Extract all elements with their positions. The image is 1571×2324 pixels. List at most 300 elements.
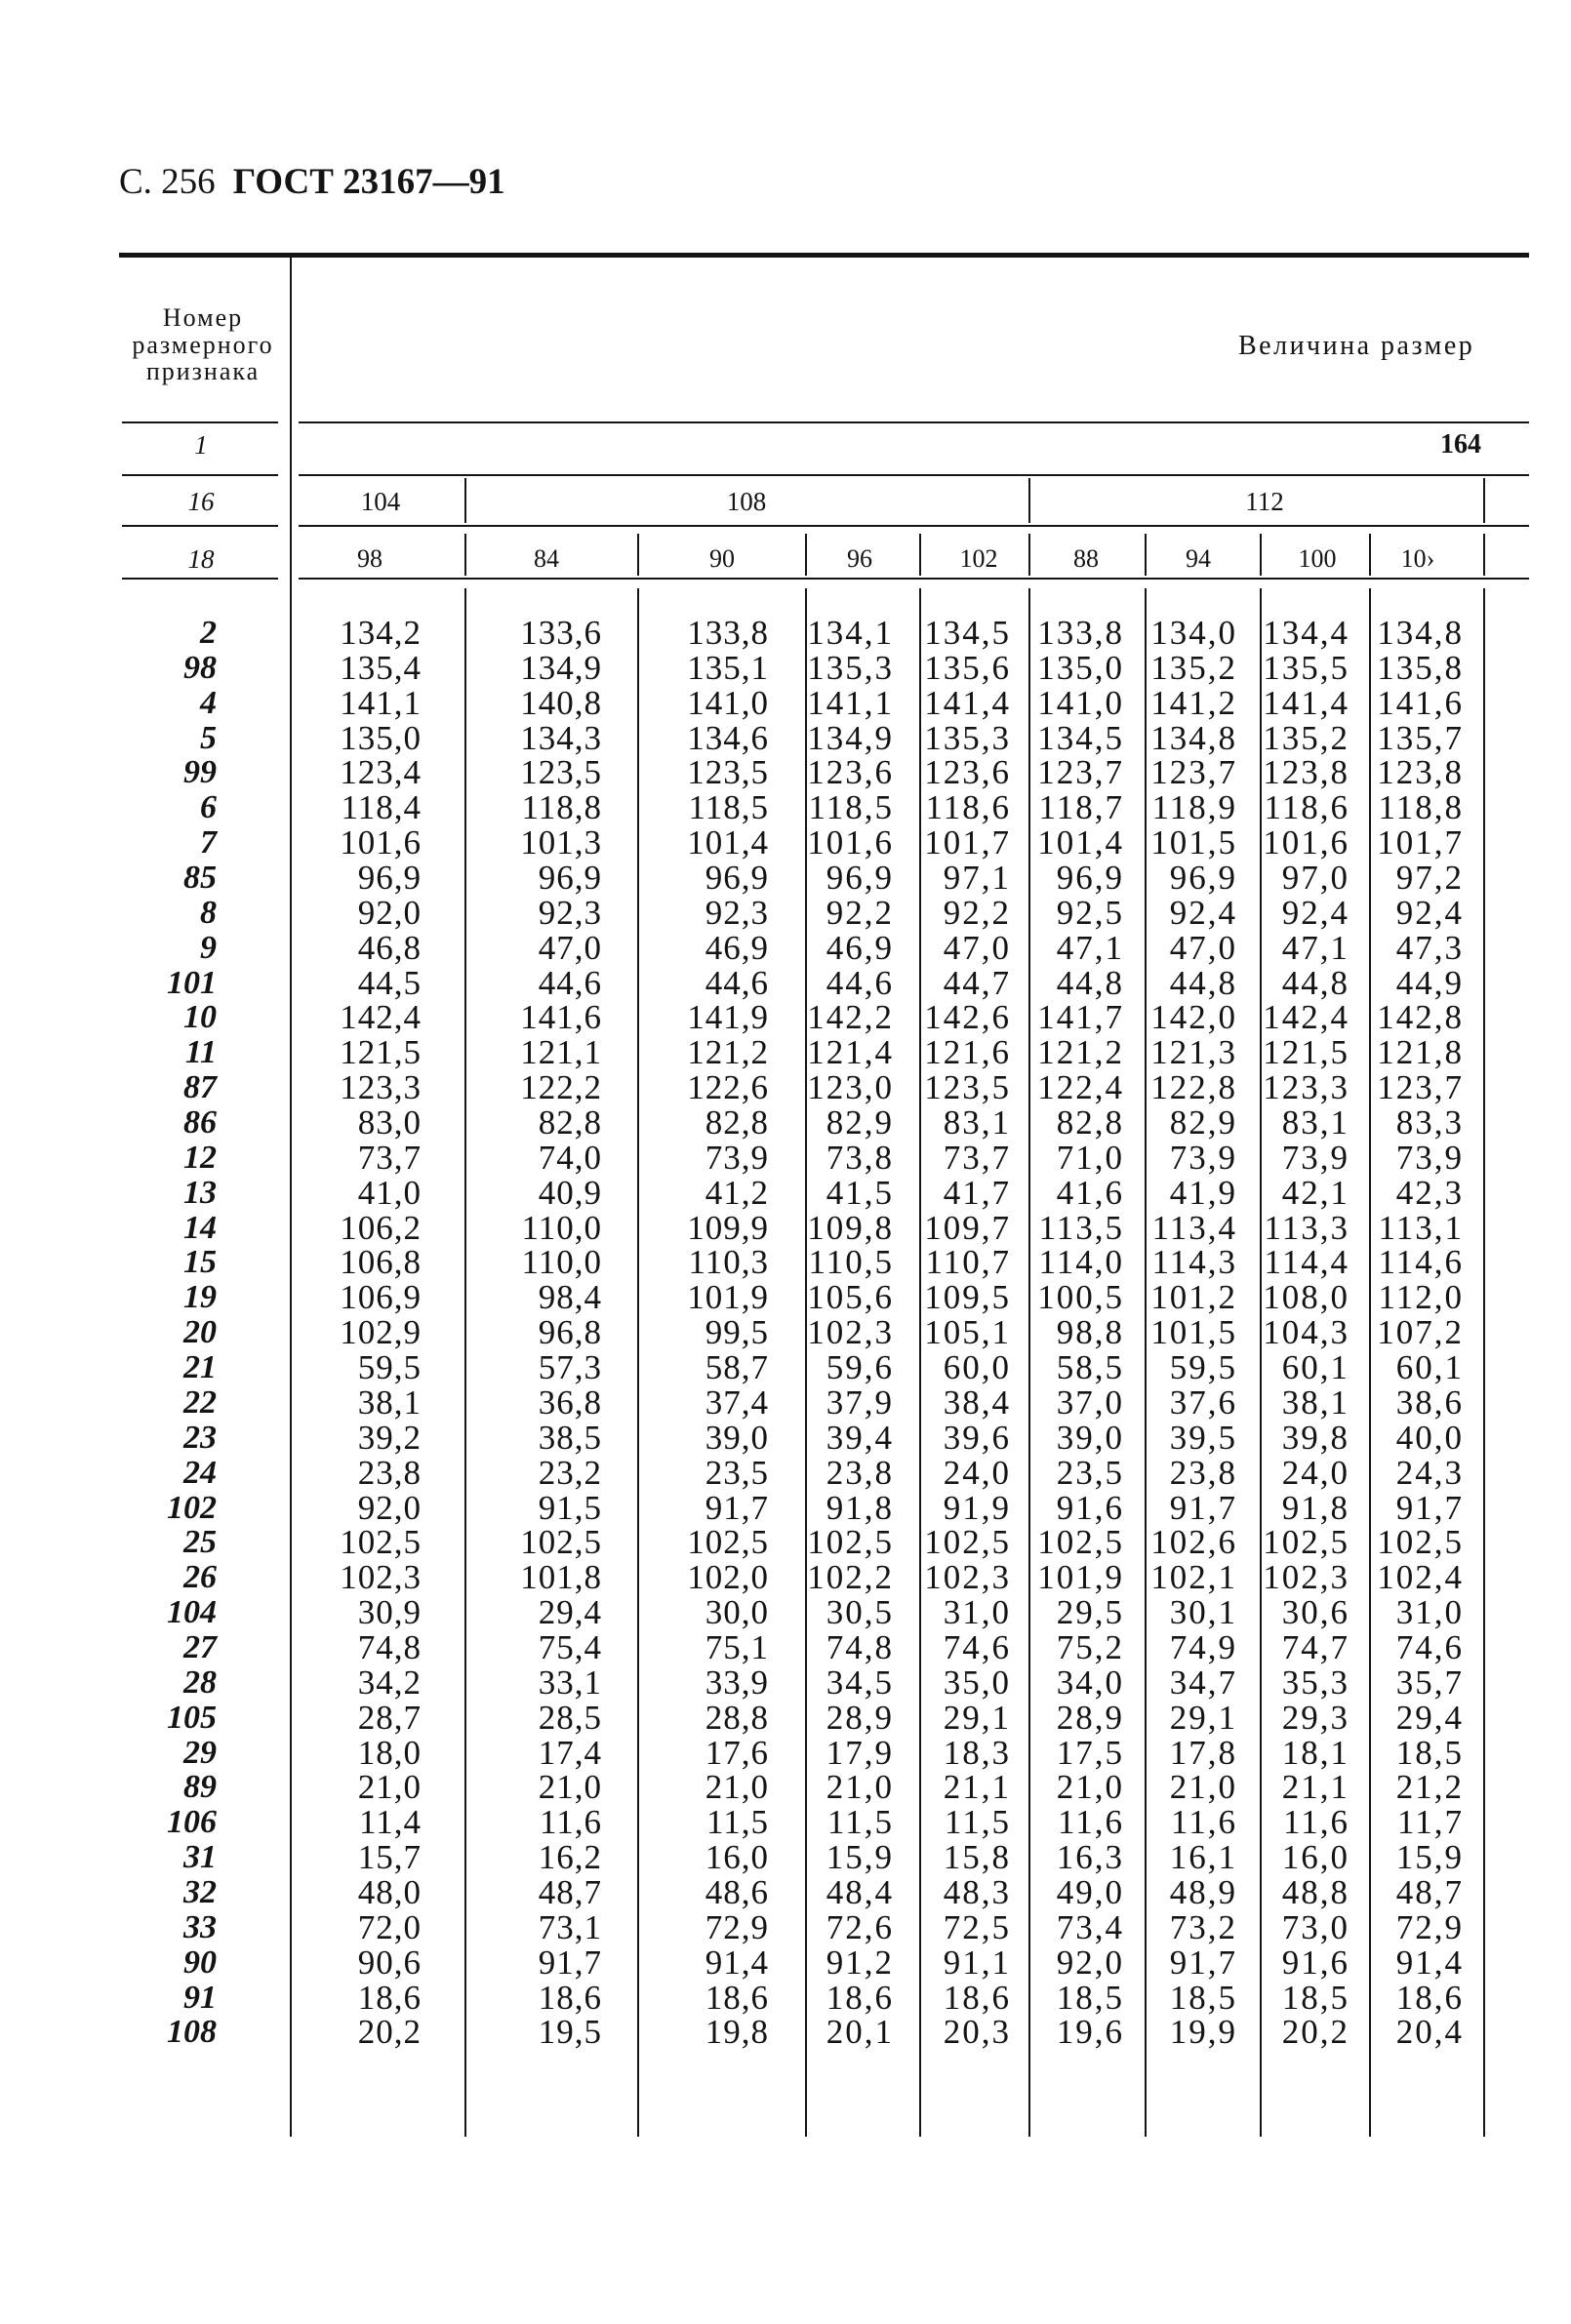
cell-value: 23,8: [826, 1454, 894, 1492]
cell-value: 118,7: [1038, 788, 1124, 826]
cell-value: 74,6: [1395, 1628, 1464, 1666]
feature-number: 101: [167, 965, 217, 1001]
cell-value: 91,8: [1281, 1489, 1349, 1527]
feature-number: 104: [167, 1594, 217, 1630]
cell-value: 122,2: [520, 1068, 602, 1106]
cell-value: 47,0: [943, 929, 1011, 967]
cell-value: 102,2: [807, 1558, 894, 1596]
cell-value: 15,8: [943, 1838, 1011, 1876]
cell-value: 134,5: [924, 614, 1011, 652]
feature-number: 6: [200, 789, 217, 825]
row-1-rule-left: [122, 474, 278, 476]
cell-value: 123,5: [924, 1068, 1011, 1106]
cell-value: 134,8: [1150, 719, 1237, 757]
cell-value: 11,6: [540, 1803, 602, 1841]
cell-value: 92,0: [357, 894, 422, 932]
cell-value: 121,2: [687, 1033, 769, 1071]
feature-number: 108: [167, 2014, 217, 2050]
cell-value: 18,1: [1281, 1734, 1349, 1772]
group-divider-1: [1028, 478, 1030, 523]
cell-value: 42,1: [1281, 1174, 1349, 1212]
cell-value: 44,8: [1169, 964, 1237, 1002]
cell-value: 102,3: [924, 1558, 1011, 1596]
cell-value: 29,5: [1056, 1593, 1124, 1631]
column-header-5: 88: [1073, 544, 1099, 573]
cell-value: 73,9: [1395, 1139, 1464, 1177]
cell-value: 38,1: [357, 1383, 422, 1422]
table-row: [0, 1068, 1571, 1106]
cell-value: 133,8: [1037, 614, 1124, 652]
cell-value: 141,2: [1150, 684, 1237, 722]
cell-value: 123,6: [807, 753, 894, 791]
table-row: [0, 1628, 1571, 1666]
column-header-divider-4: [1028, 534, 1030, 576]
cell-value: 41,5: [826, 1174, 894, 1212]
table-row: [0, 1768, 1571, 1806]
feature-number: 32: [183, 1874, 217, 1910]
column-header-0: 98: [357, 544, 383, 573]
cell-value: 113,1: [1378, 1209, 1464, 1247]
cell-value: 46,8: [357, 929, 422, 967]
row-1-rule-right: [299, 474, 1529, 476]
column-header-divider-8: [1483, 534, 1485, 576]
cell-value: 72,9: [1395, 1908, 1464, 1946]
cell-value: 74,7: [1281, 1628, 1349, 1666]
table-row: [0, 1383, 1571, 1422]
cell-value: 83,3: [1395, 1103, 1464, 1142]
cell-value: 34,7: [1169, 1663, 1237, 1702]
cell-value: 41,2: [705, 1174, 769, 1212]
table-row: [0, 1663, 1571, 1702]
cell-value: 18,6: [357, 1979, 422, 2017]
cell-value: 39,4: [826, 1419, 894, 1457]
cell-value: 16,0: [1281, 1838, 1349, 1876]
cell-value: 21,0: [826, 1768, 894, 1806]
cell-value: 91,9: [943, 1489, 1011, 1527]
cell-value: 92,3: [705, 894, 769, 932]
cell-value: 97,1: [943, 859, 1011, 897]
cell-value: 109,9: [687, 1209, 769, 1247]
cell-value: 38,5: [538, 1419, 602, 1457]
feature-number: 11: [184, 1034, 217, 1070]
cell-value: 101,7: [924, 823, 1011, 861]
group-divider-0: [464, 478, 466, 523]
cell-value: 106,9: [340, 1278, 422, 1316]
cell-value: 118,6: [1264, 788, 1349, 826]
cell-value: 74,6: [943, 1628, 1011, 1666]
cell-value: 16,3: [1056, 1838, 1124, 1876]
cell-value: 92,0: [1056, 1943, 1124, 1982]
cell-value: 19,6: [1056, 2013, 1124, 2051]
feature-number: 21: [183, 1349, 217, 1385]
cell-value: 44,6: [705, 964, 769, 1002]
cell-value: 18,6: [705, 1979, 769, 2017]
feature-number: 5: [200, 720, 217, 756]
feature-number: 20: [183, 1314, 217, 1350]
cell-value: 23,2: [538, 1454, 602, 1492]
cell-value: 134,3: [520, 719, 602, 757]
cell-value: 82,8: [1056, 1103, 1124, 1142]
cell-value: 24,3: [1395, 1454, 1464, 1492]
cell-value: 141,6: [520, 998, 602, 1036]
cell-value: 30,1: [1169, 1593, 1237, 1631]
cell-value: 21,0: [538, 1768, 602, 1806]
cell-value: 90,6: [357, 1943, 422, 1982]
cell-value: 82,9: [1169, 1103, 1237, 1142]
cell-value: 71,0: [1056, 1139, 1124, 1177]
feature-number: 99: [183, 754, 217, 790]
cell-value: 142,6: [924, 998, 1011, 1036]
table-row: [0, 1979, 1571, 2017]
cell-value: 18,6: [943, 1979, 1011, 2017]
cell-value: 113,4: [1151, 1209, 1237, 1247]
cell-value: 72,5: [943, 1908, 1011, 1946]
cell-value: 141,7: [1037, 998, 1124, 1036]
cell-value: 19,5: [538, 2013, 602, 2051]
cell-value: 75,4: [538, 1628, 602, 1666]
cell-value: 16,1: [1169, 1838, 1237, 1876]
cell-value: 99,5: [705, 1313, 769, 1351]
cell-value: 82,8: [538, 1103, 602, 1142]
cell-value: 39,6: [943, 1419, 1011, 1457]
cell-value: 35,0: [943, 1663, 1011, 1702]
cell-value: 11,7: [1397, 1803, 1464, 1841]
cell-value: 121,8: [1377, 1033, 1464, 1071]
group-header-112: 112: [1245, 487, 1284, 516]
cell-value: 102,5: [924, 1523, 1011, 1561]
feature-number: 91: [183, 1980, 217, 2016]
cell-value: 60,1: [1281, 1348, 1349, 1386]
cell-value: 98,4: [538, 1278, 602, 1316]
cell-value: 48,4: [826, 1873, 894, 1911]
feature-number: 9: [200, 930, 217, 966]
table-row: [0, 1489, 1571, 1527]
table-row: [0, 1803, 1571, 1841]
cell-value: 135,3: [924, 719, 1011, 757]
cell-value: 121,5: [1263, 1033, 1349, 1071]
header-rule-left: [122, 421, 278, 423]
feature-number: 87: [183, 1069, 217, 1105]
cell-value: 135,7: [1377, 719, 1464, 757]
cell-value: 17,6: [705, 1734, 769, 1772]
row-18-rule-right: [299, 578, 1529, 580]
cell-value: 110,3: [688, 1243, 769, 1281]
cell-value: 40,0: [1395, 1419, 1464, 1457]
cell-value: 135,1: [687, 649, 769, 687]
cell-value: 101,4: [1037, 823, 1124, 861]
cell-value: 101,3: [520, 823, 602, 861]
cell-value: 91,8: [826, 1489, 894, 1527]
cell-value: 75,1: [705, 1628, 769, 1666]
cell-value: 92,4: [1281, 894, 1349, 932]
cell-value: 44,9: [1395, 964, 1464, 1002]
cell-value: 11,5: [827, 1803, 894, 1841]
table-row: [0, 1734, 1571, 1772]
cell-value: 102,3: [1263, 1558, 1349, 1596]
feature-number: 90: [183, 1944, 217, 1981]
cell-value: 23,5: [705, 1454, 769, 1492]
feature-number: 86: [183, 1104, 217, 1141]
cell-value: 19,8: [705, 2013, 769, 2051]
column-header-divider-7: [1369, 534, 1371, 576]
column-header-divider-1: [637, 534, 639, 576]
table-row: [0, 1209, 1571, 1247]
cell-value: 135,6: [924, 649, 1011, 687]
cell-value: 48,7: [1395, 1873, 1464, 1911]
cell-value: 48,7: [538, 1873, 602, 1911]
cell-value: 141,6: [1377, 684, 1464, 722]
feature-number: 23: [183, 1420, 217, 1456]
cell-value: 29,4: [538, 1593, 602, 1631]
cell-value: 18,6: [538, 1979, 602, 2017]
cell-value: 96,9: [1056, 859, 1124, 897]
table-row: [0, 1278, 1571, 1316]
cell-value: 38,4: [943, 1383, 1011, 1422]
header-rule-right: [299, 421, 1529, 423]
table-row: [0, 1348, 1571, 1386]
feature-number: 89: [183, 1769, 217, 1805]
cell-value: 134,8: [1377, 614, 1464, 652]
table-row: [0, 1838, 1571, 1876]
column-header-6: 94: [1186, 544, 1211, 573]
cell-value: 106,8: [340, 1243, 422, 1281]
cell-value: 41,6: [1056, 1174, 1124, 1212]
cell-value: 72,6: [826, 1908, 894, 1946]
cell-value: 92,0: [357, 1489, 422, 1527]
cell-value: 21,0: [705, 1768, 769, 1806]
cell-value: 109,8: [807, 1209, 894, 1247]
table-row: [0, 1313, 1571, 1351]
cell-value: 18,5: [1395, 1734, 1464, 1772]
cell-value: 31,0: [1395, 1593, 1464, 1631]
standard-designation: ГОСТ 23167—91: [232, 162, 505, 202]
cell-value: 11,6: [1171, 1803, 1237, 1841]
cell-value: 21,1: [943, 1768, 1011, 1806]
cell-value: 141,9: [687, 998, 769, 1036]
cell-value: 108,0: [1263, 1278, 1349, 1316]
cell-value: 60,0: [943, 1348, 1011, 1386]
cell-value: 46,9: [705, 929, 769, 967]
cell-value: 106,2: [340, 1209, 422, 1247]
group-header-104: 104: [360, 487, 401, 516]
cell-value: 105,6: [807, 1278, 894, 1316]
cell-value: 110,7: [925, 1243, 1011, 1281]
row-16-rule-right: [299, 525, 1529, 527]
cell-value: 102,5: [520, 1523, 602, 1561]
column-header-divider-0: [464, 534, 466, 576]
table-top-rule: [119, 253, 1529, 258]
cell-value: 58,7: [705, 1348, 769, 1386]
cell-value: 118,5: [808, 788, 894, 826]
cell-value: 30,6: [1281, 1593, 1349, 1631]
cell-value: 92,4: [1395, 894, 1464, 932]
cell-value: 123,3: [1263, 1068, 1349, 1106]
cell-value: 44,6: [826, 964, 894, 1002]
cell-value: 101,6: [340, 823, 422, 861]
cell-value: 17,9: [826, 1734, 894, 1772]
column-header-2: 90: [709, 544, 735, 573]
cell-value: 101,4: [687, 823, 769, 861]
cell-value: 135,2: [1150, 649, 1237, 687]
cell-value: 41,0: [357, 1174, 422, 1212]
table-row: [0, 1454, 1571, 1492]
cell-value: 39,0: [705, 1419, 769, 1457]
cell-value: 40,9: [538, 1174, 602, 1212]
cell-value: 118,4: [341, 788, 422, 826]
cell-value: 20,4: [1395, 2013, 1464, 2051]
feature-number: 14: [183, 1210, 217, 1246]
cell-value: 134,1: [807, 614, 894, 652]
cell-value: 96,9: [357, 859, 422, 897]
row-16-rule-left: [122, 525, 278, 527]
feature-number-header: [122, 304, 284, 385]
cell-value: 23,5: [1056, 1454, 1124, 1492]
row-1-label: 1: [194, 430, 208, 460]
cell-value: 118,8: [521, 788, 602, 826]
cell-value: 24,0: [1281, 1454, 1349, 1492]
page-number: С. 256: [119, 162, 216, 202]
cell-value: 20,1: [826, 2013, 894, 2051]
cell-value: 74,0: [538, 1139, 602, 1177]
row-16-label: 16: [187, 487, 215, 516]
cell-value: 91,7: [705, 1489, 769, 1527]
cell-value: 24,0: [943, 1454, 1011, 1492]
table-row: [0, 929, 1571, 967]
cell-value: 73,7: [357, 1139, 422, 1177]
cell-value: 18,5: [1056, 1979, 1124, 2017]
cell-value: 92,3: [538, 894, 602, 932]
cell-value: 73,9: [1281, 1139, 1349, 1177]
group-divider-2: [1483, 478, 1485, 523]
cell-value: 102,3: [340, 1558, 422, 1596]
table-row: [0, 1523, 1571, 1561]
cell-value: 74,8: [826, 1628, 894, 1666]
column-header-4: 102: [959, 544, 998, 573]
feature-number: 4: [200, 685, 217, 721]
table-row: [0, 753, 1571, 791]
cell-value: 98,8: [1056, 1313, 1124, 1351]
cell-value: 16,0: [705, 1838, 769, 1876]
cell-value: 47,3: [1395, 929, 1464, 967]
feature-number: 106: [167, 1804, 217, 1840]
cell-value: 101,5: [1150, 1313, 1237, 1351]
cell-value: 30,0: [705, 1593, 769, 1631]
cell-value: 141,1: [340, 684, 422, 722]
cell-value: 38,6: [1395, 1383, 1464, 1422]
cell-value: 91,6: [1281, 1943, 1349, 1982]
cell-value: 123,8: [1263, 753, 1349, 791]
column-header-8: 10›: [1400, 544, 1435, 573]
cell-value: 118,8: [1378, 788, 1464, 826]
cell-value: 122,4: [1037, 1068, 1124, 1106]
cell-value: 59,5: [357, 1348, 422, 1386]
cell-value: 18,0: [357, 1734, 422, 1772]
column-header-7: 100: [1298, 544, 1337, 573]
cell-value: 101,6: [807, 823, 894, 861]
cell-value: 134,6: [687, 719, 769, 757]
cell-value: 74,8: [357, 1628, 422, 1666]
cell-value: 96,9: [826, 859, 894, 897]
feature-number: 29: [183, 1735, 217, 1771]
cell-value: 44,7: [943, 964, 1011, 1002]
cell-value: 123,7: [1037, 753, 1124, 791]
cell-value: 113,3: [1264, 1209, 1349, 1247]
cell-value: 48,8: [1281, 1873, 1349, 1911]
cell-value: 121,1: [520, 1033, 602, 1071]
cell-value: 34,5: [826, 1663, 894, 1702]
cell-value: 48,3: [943, 1873, 1011, 1911]
feature-number: 102: [167, 1490, 217, 1526]
cell-value: 134,2: [340, 614, 422, 652]
cell-value: 102,1: [1150, 1558, 1237, 1596]
cell-value: 39,8: [1281, 1419, 1349, 1457]
cell-value: 19,9: [1169, 2013, 1237, 2051]
cell-value: 72,0: [357, 1908, 422, 1946]
feature-number: 31: [183, 1839, 217, 1875]
cell-value: 92,4: [1169, 894, 1237, 932]
cell-value: 91,5: [538, 1489, 602, 1527]
cell-value: 96,9: [705, 859, 769, 897]
cell-value: 48,9: [1169, 1873, 1237, 1911]
cell-value: 141,1: [807, 684, 894, 722]
cell-value: 102,5: [807, 1523, 894, 1561]
cell-value: 141,4: [924, 684, 1011, 722]
row-18-label: 18: [187, 544, 215, 574]
cell-value: 101,8: [520, 1558, 602, 1596]
cell-value: 74,9: [1169, 1628, 1237, 1666]
cell-value: 21,1: [1281, 1768, 1349, 1806]
cell-value: 72,9: [705, 1908, 769, 1946]
cell-value: 92,2: [826, 894, 894, 932]
cell-value: 105,1: [924, 1313, 1011, 1351]
column-header-divider-3: [919, 534, 921, 576]
feature-number: 28: [183, 1664, 217, 1701]
cell-value: 29,3: [1281, 1699, 1349, 1737]
cell-value: 36,8: [538, 1383, 602, 1422]
cell-value: 134,5: [1037, 719, 1124, 757]
feature-number-header-line-1: Номер: [162, 303, 244, 332]
cell-value: 73,9: [1169, 1139, 1237, 1177]
cell-value: 42,3: [1395, 1174, 1464, 1212]
cell-value: 33,9: [705, 1663, 769, 1702]
cell-value: 140,8: [520, 684, 602, 722]
cell-value: 18,6: [1395, 1979, 1464, 2017]
cell-value: 15,9: [1395, 1838, 1464, 1876]
cell-value: 118,6: [925, 788, 1011, 826]
cell-value: 41,7: [943, 1174, 1011, 1212]
feature-number-header-line-3: признака: [145, 357, 261, 385]
table-row: [0, 1419, 1571, 1457]
cell-value: 73,2: [1169, 1908, 1237, 1946]
cell-value: 35,3: [1281, 1663, 1349, 1702]
cell-value: 47,0: [538, 929, 602, 967]
cell-value: 44,5: [357, 964, 422, 1002]
cell-value: 101,7: [1377, 823, 1464, 861]
table-row: [0, 684, 1571, 722]
table-row: [0, 859, 1571, 897]
cell-value: 102,5: [1377, 1523, 1464, 1561]
cell-value: 97,2: [1395, 859, 1464, 897]
cell-value: 41,9: [1169, 1174, 1237, 1212]
cell-value: 91,4: [705, 1943, 769, 1982]
cell-value: 21,0: [357, 1768, 422, 1806]
row-18-rule-left: [122, 578, 278, 580]
cell-value: 15,9: [826, 1838, 894, 1876]
cell-value: 123,5: [687, 753, 769, 791]
cell-value: 60,1: [1395, 1348, 1464, 1386]
cell-value: 48,0: [357, 1873, 422, 1911]
cell-value: 44,8: [1281, 964, 1349, 1002]
